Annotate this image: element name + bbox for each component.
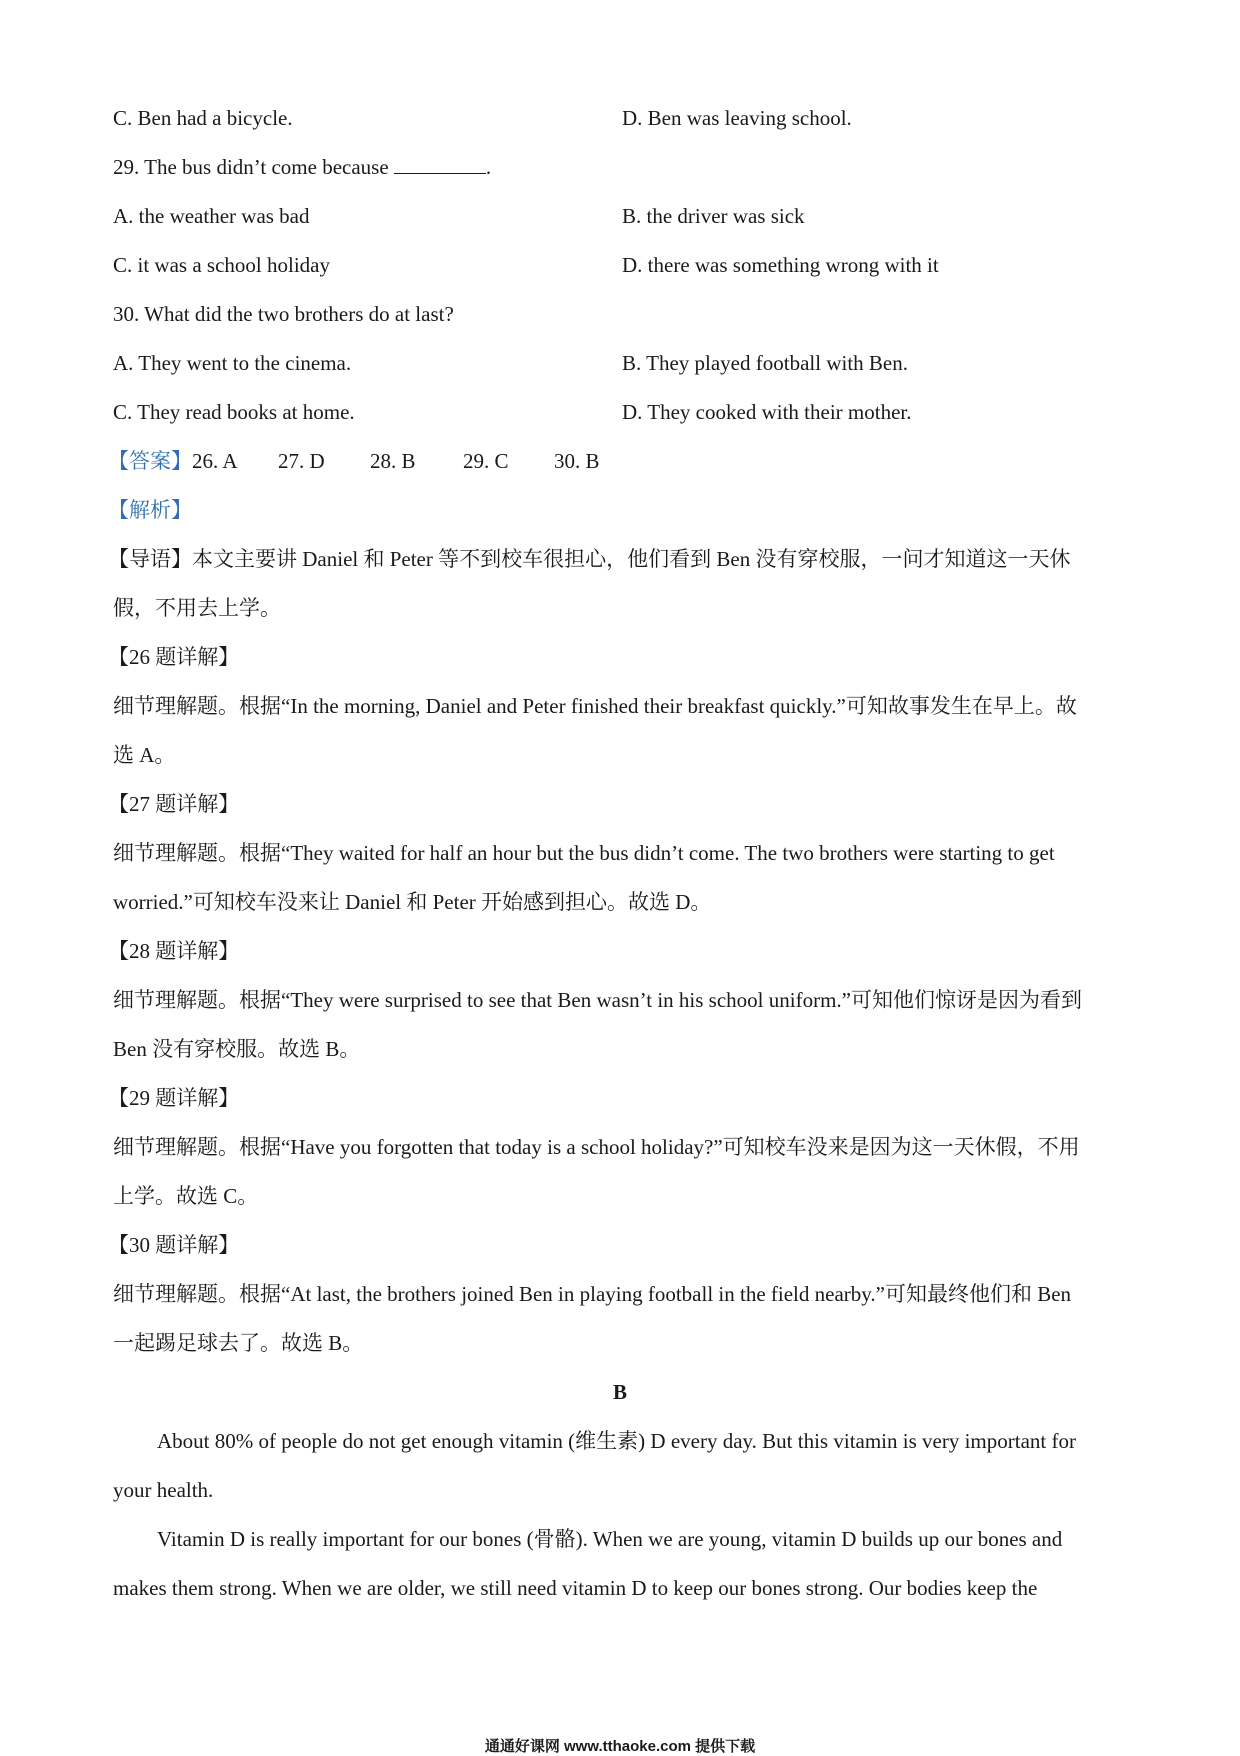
passage-paragraph-2: Vitamin D is really important for our bones (骨骼). When we are young, vitamin D builds up our bones and	[157, 1527, 1063, 1551]
q29-stem-end: .	[485, 155, 492, 179]
q30-stem: 30. What did the two brothers do at last?	[113, 302, 454, 326]
detail-text-28: Ben 没有穿校服。故选 B。	[113, 1037, 361, 1061]
answer-label: 【答案】	[108, 449, 192, 473]
answer-item: 29. C	[463, 449, 509, 473]
detail-text-30: 一起踢足球去了。故选 B。	[113, 1331, 364, 1355]
q29-option-a: A. the weather was bad	[113, 204, 310, 228]
q30-option-b: B. They played football with Ben.	[622, 351, 908, 375]
detail-text-27: worried.”可知校车没来让 Daniel 和 Peter 开始感到担心。故选 D。	[113, 890, 712, 914]
section-heading: B	[612, 1380, 627, 1404]
passage-paragraph-2: makes them strong. When we are older, we still need vitamin D to keep our bones strong. Our bodies keep the	[113, 1576, 1038, 1600]
q28-option-c: C. Ben had a bicycle.	[113, 106, 293, 130]
q29-stem	[113, 152, 491, 182]
answer-item: 30. B	[554, 449, 600, 473]
q29-stem-text: 29. The bus didn’t come because	[113, 155, 389, 179]
answer-item: 28. B	[370, 449, 416, 473]
detail-title-27: 【27 题详解】	[108, 792, 240, 816]
footer-watermark: 通通好课网 www.tthaoke.com 提供下载	[484, 1738, 756, 1755]
q29-option-d: D. there was something wrong with it	[622, 253, 939, 277]
detail-text-29: 细节理解题。根据“Have you forgotten that today is a school holiday?”可知校车没来是因为这一天休假，不用	[113, 1135, 1080, 1159]
q29-answer-blank	[394, 155, 486, 174]
passage-paragraph-1: About 80% of people do not get enough vitamin (维生素) D every day. But this vitamin is very important for	[157, 1429, 1076, 1453]
q30-option-a: A. They went to the cinema.	[113, 351, 352, 375]
q29-option-b: B. the driver was sick	[622, 204, 805, 228]
detail-text-26: 细节理解题。根据“In the morning, Daniel and Peter finished their breakfast quickly.”可知故事发生在早上。故	[113, 694, 1077, 718]
detail-text-28: 细节理解题。根据“They were surprised to see that Ben wasn’t in his school uniform.”可知他们惊讶是因为看到	[113, 988, 1082, 1012]
intro-line: 【导语】本文主要讲 Daniel 和 Peter 等不到校车很担心，他们看到 Ben 没有穿校服，一问才知道这一天休	[108, 547, 1071, 571]
detail-text-29: 上学。故选 C。	[113, 1184, 259, 1208]
detail-text-27: 细节理解题。根据“They waited for half an hour but the bus didn’t come. The two brothers were starting to get	[113, 841, 1055, 865]
answer-key	[108, 446, 600, 476]
detail-title-29: 【29 题详解】	[108, 1086, 240, 1110]
detail-text-30: 细节理解题。根据“At last, the brothers joined Ben in playing football in the field nearby.”可知最终他们和 Ben	[113, 1282, 1072, 1306]
detail-title-28: 【28 题详解】	[108, 939, 240, 963]
detail-title-30: 【30 题详解】	[108, 1233, 240, 1257]
q28-option-d: D. Ben was leaving school.	[622, 106, 852, 130]
detail-text-26: 选 A。	[113, 743, 176, 767]
intro-line: 假，不用去上学。	[113, 596, 281, 620]
q30-option-d: D. They cooked with their mother.	[622, 400, 912, 424]
passage-paragraph-1: your health.	[113, 1478, 214, 1502]
q30-option-c: C. They read books at home.	[113, 400, 355, 424]
analysis-label: 【解析】	[108, 498, 192, 522]
answer-item: 27. D	[278, 449, 325, 473]
detail-title-26: 【26 题详解】	[108, 645, 240, 669]
q29-option-c: C. it was a school holiday	[113, 253, 330, 277]
answer-item: 26. A	[192, 449, 238, 473]
